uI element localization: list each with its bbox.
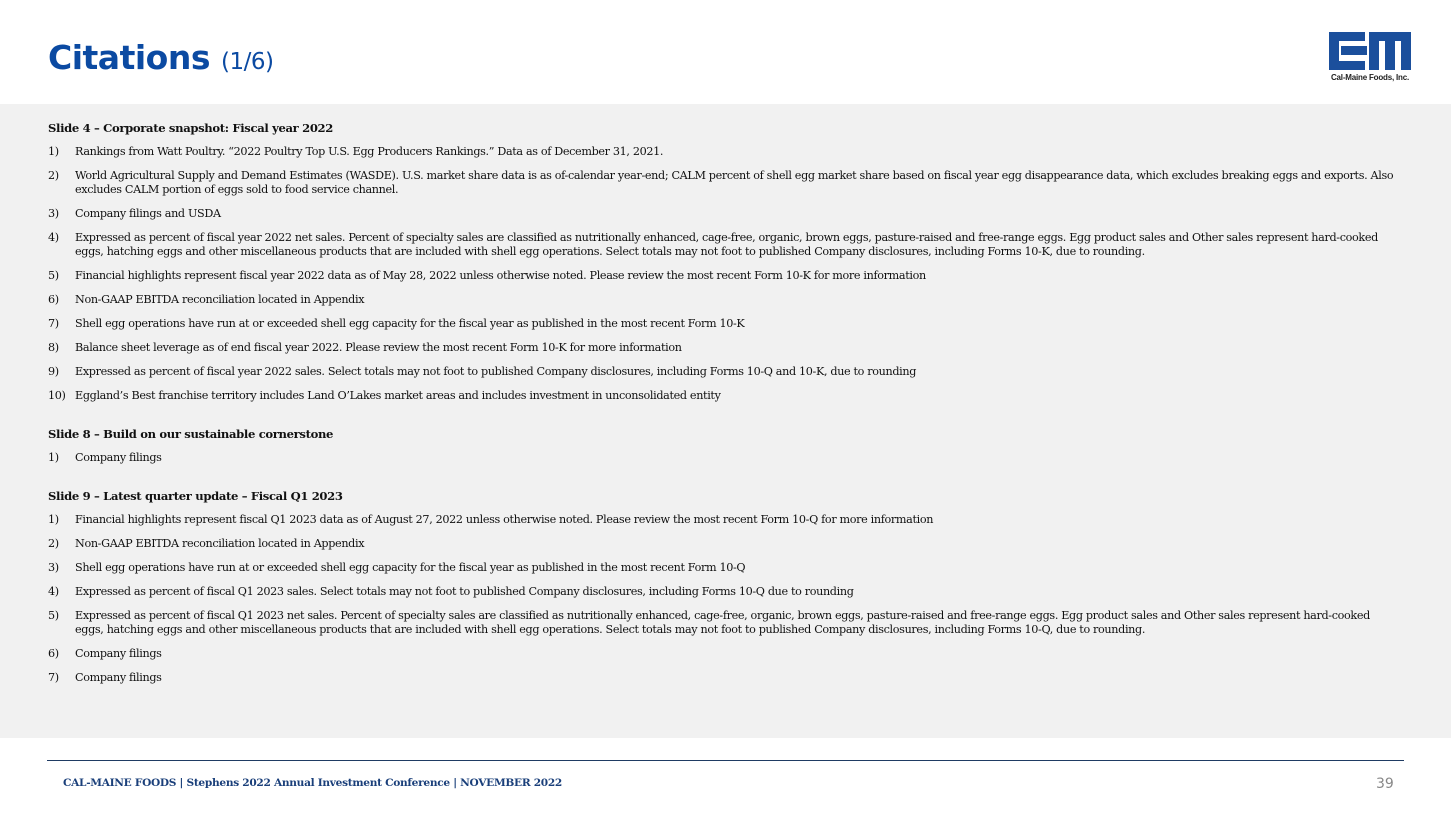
citation-text: World Agricultural Supply and Demand Estimates (WASDE). U.S. market share data is as of-calendar year-end; CALM percent of shell egg market share based on fiscal year egg disappearance data, which excludes breaking eggs and exports. Also excludes CALM portion of eggs sold to food service channel. [75, 169, 1394, 196]
page-title [48, 38, 273, 77]
company-logo [1327, 31, 1413, 85]
citation-number: 1) [48, 451, 59, 464]
citation-text: Expressed as percent of fiscal Q1 2023 sales. Select totals may not foot to published Company disclosures, including Forms 10-Q due to rounding [75, 585, 854, 598]
citation-text: Company filings [75, 451, 162, 464]
citation-list [48, 451, 1398, 465]
citation-item [48, 609, 1398, 637]
citation-number: 1) [48, 145, 59, 158]
citation-text: Company filings [75, 671, 162, 684]
citation-item [48, 341, 1398, 355]
citation-item [48, 145, 1398, 159]
citation-number: 6) [48, 293, 59, 306]
page-title-text: Citations [48, 38, 210, 77]
citation-item [48, 207, 1398, 221]
citation-number: 5) [48, 609, 59, 622]
citation-item [48, 561, 1398, 575]
citation-number: 7) [48, 671, 59, 684]
citation-text: Financial highlights represent fiscal Q1 2023 data as of August 27, 2022 unless otherwise noted. Please review the most recent Form 10-Q for more information [75, 513, 934, 526]
footer-text: CAL-MAINE FOODS | Stephens 2022 Annual Investment Conference | NOVEMBER 2022 [63, 777, 562, 789]
citation-number: 2) [48, 169, 59, 182]
citation-list [48, 513, 1398, 685]
citation-text: Shell egg operations have run at or exceeded shell egg capacity for the fiscal year as published in the most recent Form 10-Q [75, 561, 746, 574]
citation-sections [48, 121, 1398, 709]
footer-divider [47, 760, 1404, 761]
citation-number: 2) [48, 537, 59, 550]
citation-text: Balance sheet leverage as of end fiscal year 2022. Please review the most recent Form 10-K for more information [75, 341, 682, 354]
citation-number: 9) [48, 365, 59, 378]
citation-text: Company filings and USDA [75, 207, 221, 220]
citation-section [48, 489, 1398, 685]
citation-number: 8) [48, 341, 59, 354]
citation-item [48, 671, 1398, 685]
citation-number: 7) [48, 317, 59, 330]
citation-text: Expressed as percent of fiscal Q1 2023 net sales. Percent of specialty sales are classified as nutritionally enhanced, cage-free, organic, brown eggs, pasture-raised and free-range eggs. Egg product sales and Other sales represent hard-cooked eggs, hatching eggs and other miscellaneous products that are included with shell egg operations. Select totals may not foot to published Company disclosures, including Forms 10-Q, due to rounding. [75, 609, 1370, 636]
citation-item [48, 169, 1398, 197]
section-title: Slide 4 – Corporate snapshot: Fiscal year 2022 [48, 121, 333, 135]
citation-number: 6) [48, 647, 59, 660]
citation-number: 10) [48, 389, 66, 402]
citation-section [48, 121, 1398, 403]
citation-item [48, 231, 1398, 259]
logo-wordmark: Cal-Maine Foods, Inc. [1330, 73, 1410, 82]
citation-text: Shell egg operations have run at or exceeded shell egg capacity for the fiscal year as published in the most recent Form 10-K [75, 317, 745, 330]
citation-number: 3) [48, 207, 59, 220]
citation-text: Expressed as percent of fiscal year 2022 net sales. Percent of specialty sales are classified as nutritionally enhanced, cage-free, organic, brown eggs, pasture-raised and free-range eggs. Egg product sales and Other sales represent hard-cooked eggs, hatching eggs and other miscellaneous products that are included with shell egg operations. Select totals may not foot to published Company disclosures, including Forms 10-K, due to rounding. [75, 231, 1378, 258]
citation-item [48, 269, 1398, 283]
citation-item [48, 389, 1398, 403]
citation-number: 3) [48, 561, 59, 574]
citation-text: Non-GAAP EBITDA reconciliation located in Appendix [75, 293, 365, 306]
cal-maine-logo-icon [1327, 31, 1413, 71]
citation-item [48, 647, 1398, 661]
page-indicator: (1/6) [220, 49, 274, 75]
citation-section [48, 427, 1398, 465]
citation-list [48, 145, 1398, 403]
slide-header [0, 0, 1451, 104]
citation-text: Expressed as percent of fiscal year 2022 sales. Select totals may not foot to published Company disclosures, including Forms 10-Q and 10-K, due to rounding [75, 365, 917, 378]
citations-body [0, 104, 1451, 738]
citation-number: 1) [48, 513, 59, 526]
citation-text: Company filings [75, 647, 162, 660]
citation-item [48, 585, 1398, 599]
page-number: 39 [1376, 776, 1394, 792]
citation-text: Non-GAAP EBITDA reconciliation located in Appendix [75, 537, 365, 550]
section-title: Slide 9 – Latest quarter update – Fiscal Q1 2023 [48, 489, 343, 503]
citation-text: Financial highlights represent fiscal year 2022 data as of May 28, 2022 unless otherwise noted. Please review the most recent Form 10-K for more information [75, 269, 926, 282]
citation-number: 4) [48, 585, 59, 598]
citation-text: Eggland’s Best franchise territory includes Land O’Lakes market areas and includes investment in unconsolidated entity [75, 389, 721, 402]
citation-item [48, 451, 1398, 465]
citation-number: 5) [48, 269, 59, 282]
citation-item [48, 317, 1398, 331]
citation-item [48, 293, 1398, 307]
section-title: Slide 8 – Build on our sustainable cornerstone [48, 427, 334, 441]
citation-item [48, 537, 1398, 551]
citation-item [48, 513, 1398, 527]
citation-text: Rankings from Watt Poultry. “2022 Poultry Top U.S. Egg Producers Rankings.” Data as of December 31, 2021. [75, 145, 664, 158]
citation-number: 4) [48, 231, 59, 244]
citation-item [48, 365, 1398, 379]
